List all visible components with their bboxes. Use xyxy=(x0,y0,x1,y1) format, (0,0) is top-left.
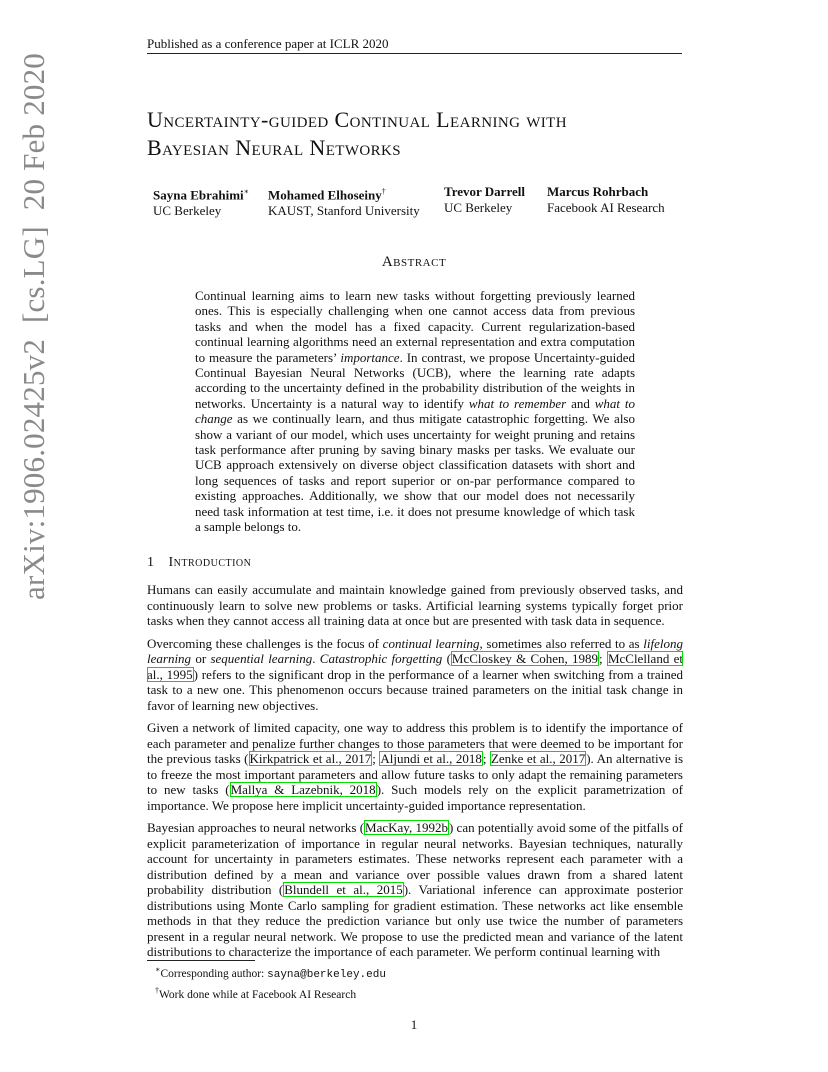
header-rule xyxy=(147,53,682,54)
paragraph-3: Given a network of limited capacity, one way to address this problem is to identify the importance of each parameter and penalize further changes to those parameters that were deemed to be important for the previous tasks (Kirkpatrick et al., 2017; Aljundi et al., 2018; Zenke et al., 2017). An alternative is to freeze the most important parameters and allow future tasks to only adapt the remaining parameters to new tasks (Mallya & Lazebnik, 2018). Such models rely on the explicit parametrization of importance. We propose here implicit uncertainty-guided importance representation. xyxy=(147,720,684,813)
author-affiliation: UC Berkeley xyxy=(153,203,222,219)
section-title: Introduction xyxy=(168,555,252,570)
section-heading xyxy=(147,555,251,571)
author-name: Mohamed Elhoseiny xyxy=(268,187,382,203)
author-affiliation: KAUST, Stanford University xyxy=(268,203,420,219)
author-3 xyxy=(444,184,525,216)
abstract-text: Continual learning aims to learn new tasks without forgetting previously learned ones. This is especially challenging when one cannot access data from previous tasks and when the model has a fixed capacity. Current regularization-based continual learning algorithms need an external representation and extra computation to measure the parameters’ importance. In contrast, we propose Uncertainty-guided Continual Bayesian Neural Networks (UCB), where the learning rate adapts according to the uncertainty defined in the probability distribution of the weights in networks. Uncertainty is a natural way to identify what to remember and what to change as we continually learn, and thus mitigate catastrophic forgetting. We also show a variant of our model, which uses uncertainty for weight pruning and retains task performance after pruning by saving binary masks per tasks. We evaluate our UCB approach extensively on diverse object classification datasets with short and long sequences of tasks and report superior or on-par performance compared to existing approaches. Additionally, we show that our model does not necessarily need task information at test time, i.e. it does not presume knowledge of which task a sample belongs to. xyxy=(195,288,635,535)
running-header: Published as a conference paper at ICLR 2020 xyxy=(147,36,389,51)
citation-link[interactable]: Kirkpatrick et al., 2017 xyxy=(249,751,372,766)
citation-link[interactable]: Mallya & Lazebnik, 2018 xyxy=(230,782,376,797)
footnote-1: ∗Corresponding author: sayna@berkeley.edu xyxy=(155,965,386,981)
footnote-rule xyxy=(147,960,255,961)
citation-link[interactable]: Blundell et al., 2015 xyxy=(284,882,403,897)
author-name: Marcus Rohrbach xyxy=(547,184,649,199)
abstract-heading: Abstract xyxy=(381,254,447,270)
author-4 xyxy=(547,184,665,216)
page-number: 1 xyxy=(410,1017,418,1032)
paragraph-1: Humans can easily accumulate and maintain knowledge gained from previously observed tasks, and continuously learn to solve new problems or tasks. Artificial learning systems typically forget prior tasks when they cannot access all training data at once but are presented with task data in sequence. xyxy=(147,582,683,628)
arxiv-category: [cs.LG] xyxy=(16,226,51,324)
section-number: 1 xyxy=(147,555,155,570)
title-line-1: Uncertainty-guided Continual Learning with xyxy=(147,107,567,132)
email-link[interactable]: sayna@berkeley.edu xyxy=(267,968,386,981)
citation-link[interactable]: MacKay, 1992b xyxy=(365,820,448,835)
arxiv-date: 20 Feb 2020 xyxy=(16,52,51,211)
author-1 xyxy=(153,184,249,219)
body-text xyxy=(147,582,683,967)
paper-title xyxy=(147,106,707,162)
author-affiliation: UC Berkeley xyxy=(444,200,513,215)
title-line-2: Bayesian Neural Networks xyxy=(147,135,401,160)
paragraph-4: Bayesian approaches to neural networks (MacKay, 1992b) can potentially avoid some of the pitfalls of explicit parameterization of importance in regular neural networks. Bayesian techniques, naturally account for uncertainty in parameters estimates. These networks represent each parameter with a distribution defined by a mean and variance over possible values drawn from a shared latent probability distribution (Blundell et al., 2015). Variational inference can approximate posterior distributions using Monte Carlo sampling for gradient estimation. These networks act like ensemble methods in that they reduce the prediction variance but only use twice the number of parameters present in a regular neural network. We propose to use the predicted mean and variance of the latent distributions to characterize the importance of each parameter. We perform continual learning with xyxy=(147,820,684,959)
citation-link[interactable]: Zenke et al., 2017 xyxy=(490,751,586,766)
arxiv-id: arXiv:1906.02425v2 xyxy=(16,338,51,600)
author-name: Trevor Darrell xyxy=(444,184,525,199)
citation-link[interactable]: Aljundi et al., 2018 xyxy=(380,751,482,766)
citation-link[interactable]: McClelland et al., 1995 xyxy=(147,651,683,682)
footnote-2: †Work done while at Facebook AI Research xyxy=(155,985,357,1001)
author-affiliation: Facebook AI Research xyxy=(547,200,665,215)
paragraph-2: Overcoming these challenges is the focus of continual learning, sometimes also referred to as lifelong learning or sequential learning. Catastrophic forgetting (McCloskey & Cohen, 1989; McClelland et al., 1995) refers to the significant drop in the performance of a learner when switching from a trained task to a new one. This phenomenon occurs because trained parameters on the initial task change in favor of learning new objectives. xyxy=(147,635,683,713)
author-mark: † xyxy=(381,187,386,196)
footnotes xyxy=(155,962,386,1003)
author-name: Sayna Ebrahimi xyxy=(153,187,244,203)
citation-link[interactable]: McCloskey & Cohen, 1989 xyxy=(451,651,599,666)
author-mark: ∗ xyxy=(243,187,250,196)
author-2 xyxy=(268,184,420,219)
arxiv-stamp xyxy=(16,52,52,600)
